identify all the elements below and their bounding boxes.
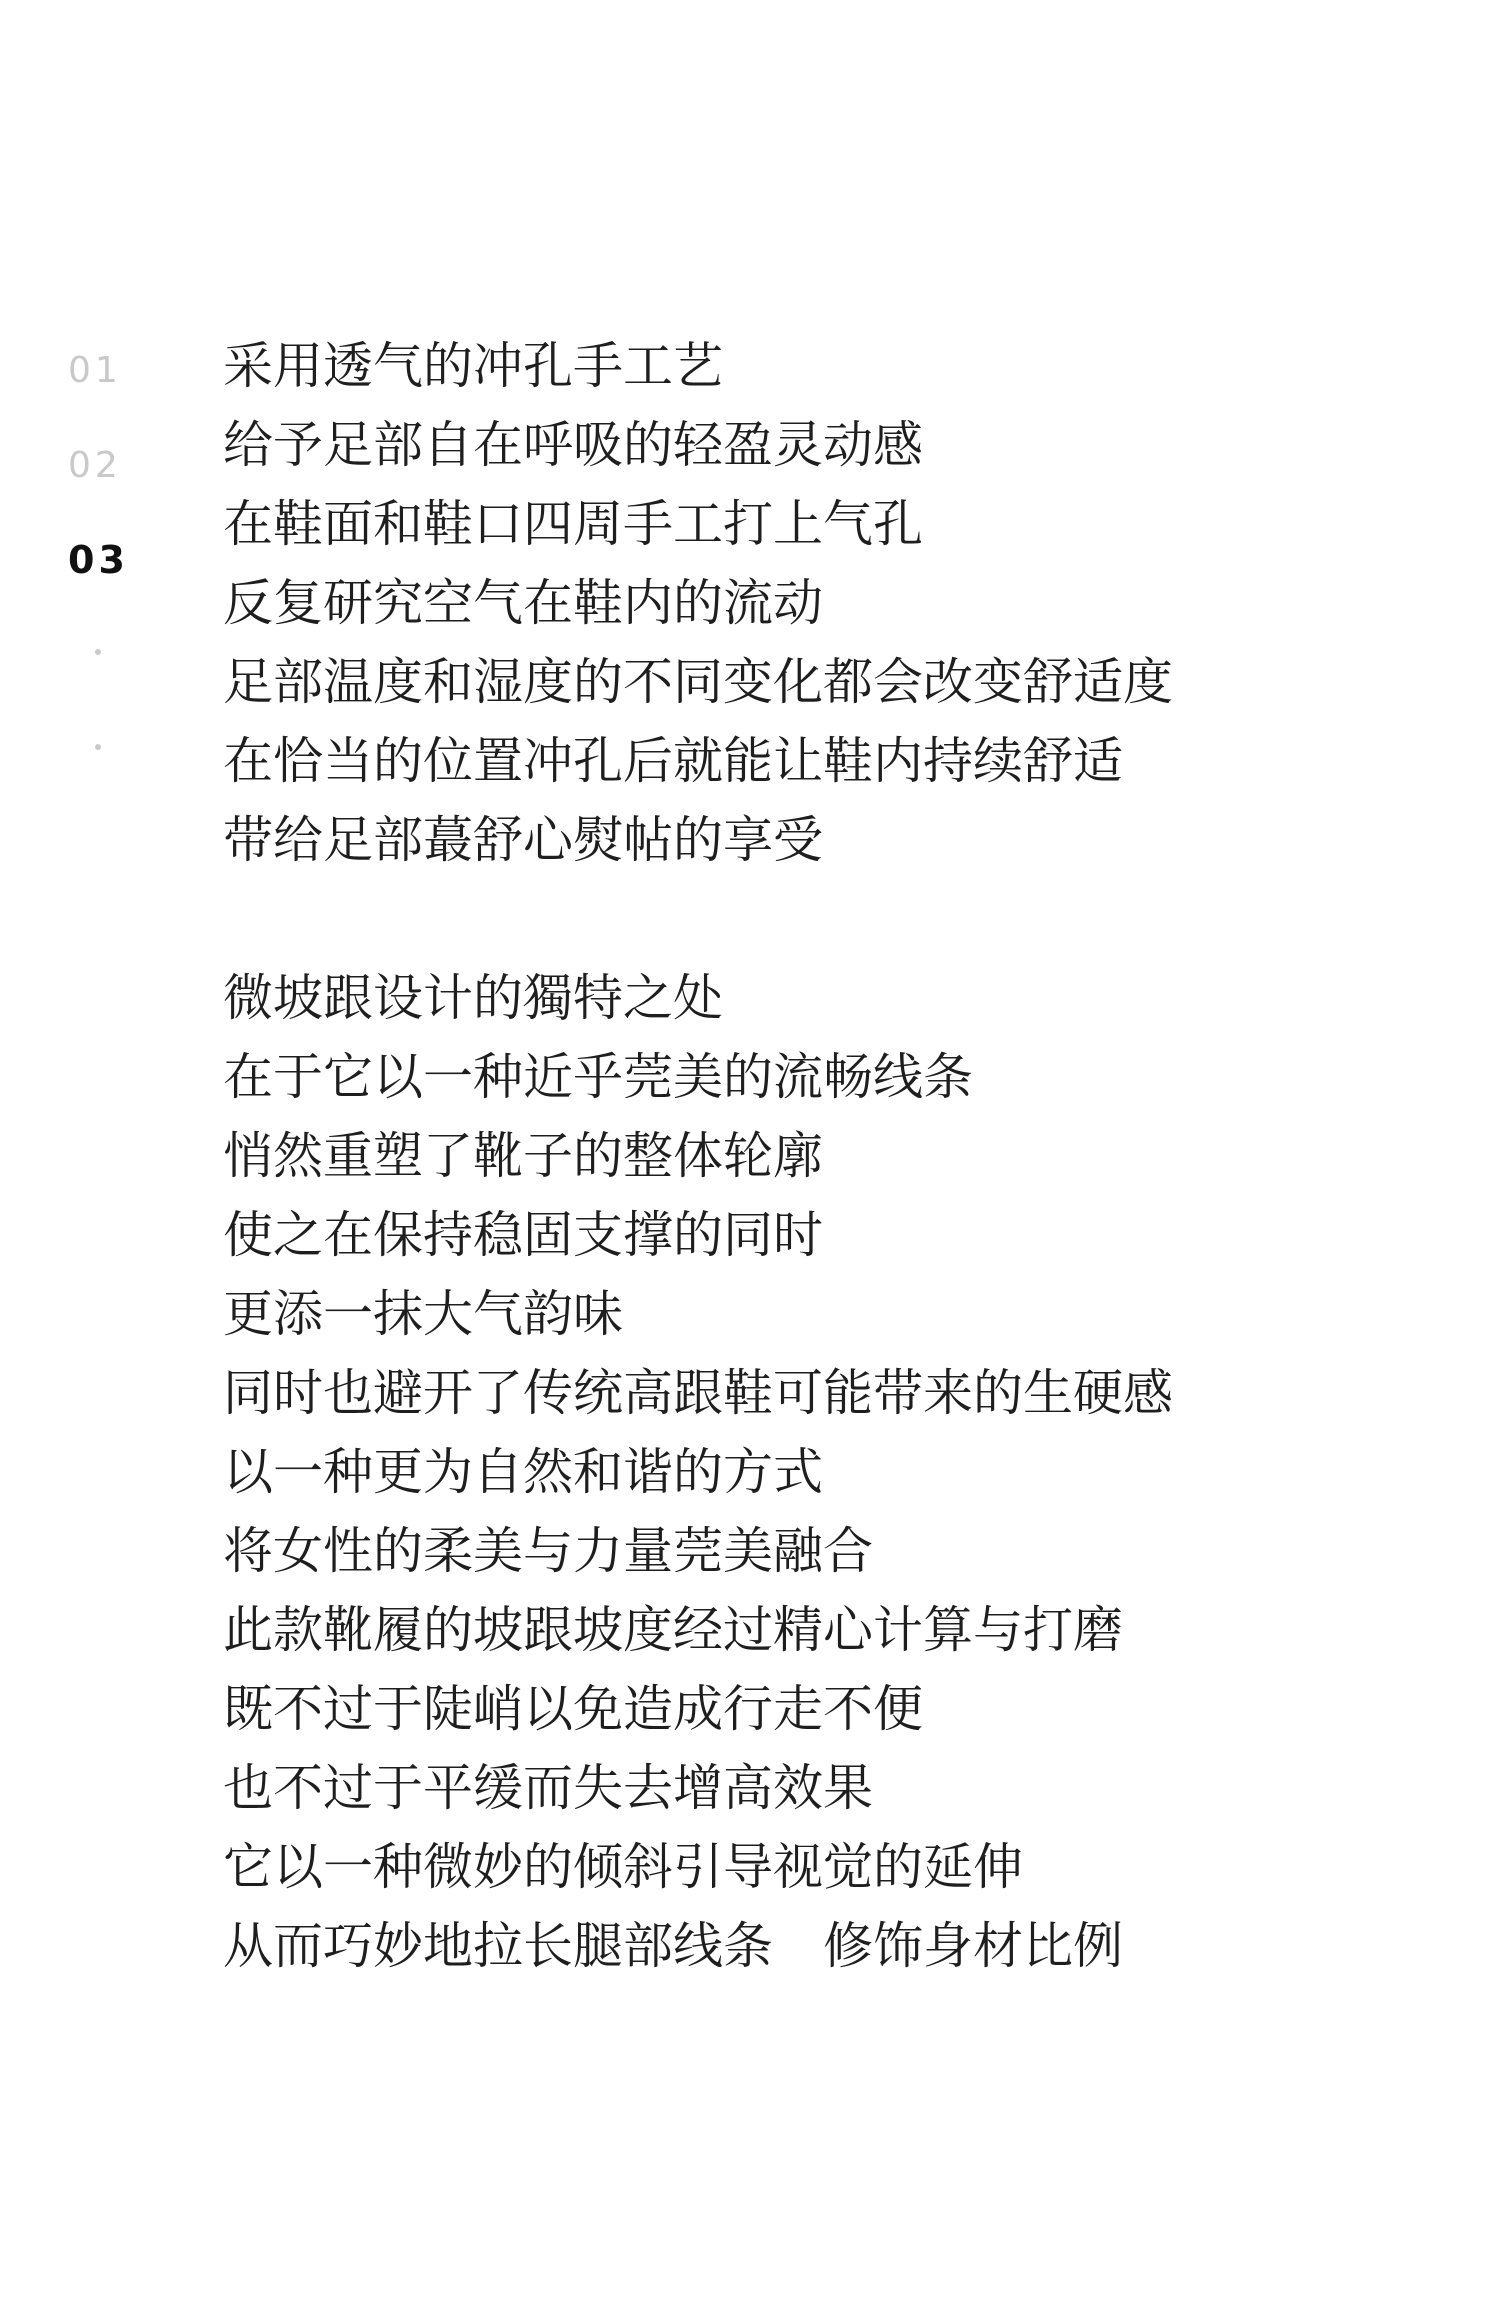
paragraph-line: 带给足部蕞舒心熨帖的享受 [223,811,823,869]
paragraph-line: 更添一抹大气韵味 [223,1285,623,1343]
wedge-heel-paragraph [223,959,1423,1986]
paragraph-line: 给予足部自在呼吸的轻盈灵动感 [223,416,923,474]
paragraph-line: 将女性的柔美与力量莞美融合 [223,1522,873,1580]
paragraph-line: 它以一种微妙的倾斜引导视觉的延伸 [223,1838,1023,1896]
paragraph-line: 在鞋面和鞋口四周手工打上气孔 [223,495,923,553]
paragraph-line: 在于它以一种近乎莞美的流畅线条 [223,1048,973,1106]
paragraph-line: 在恰当的位置冲孔后就能让鞋内持续舒适 [223,732,1123,790]
paragraph-line: 反复研究空气在鞋内的流动 [223,574,823,632]
paragraph-line: 也不过于平缓而失去增高效果 [223,1759,873,1817]
paragraph-line: 以一种更为自然和谐的方式 [223,1443,823,1501]
paragraph-line: 足部温度和湿度的不同变化都会改变舒适度 [223,653,1173,711]
paragraph-line: 从而巧妙地拉长腿部线条 修饰身材比例 [223,1917,1123,1975]
paragraph-line: 采用透气的冲孔手工艺 [223,337,723,395]
pager-item-01[interactable]: 01 [68,350,122,391]
product-description [223,327,1423,1986]
paragraph-line: 既不过于陡峭以免造成行走不便 [223,1680,923,1738]
paragraph-line: 此款靴履的坡跟坡度经过精心计算与打磨 [223,1601,1123,1659]
paragraph-line: 同时也避开了传统高跟鞋可能带来的生硬感 [223,1364,1173,1422]
pager-item-03-active[interactable]: 03 [68,538,129,582]
pager-item-02[interactable]: 02 [68,445,122,486]
paragraph-line: 悄然重塑了靴子的整体轮廓 [223,1127,823,1185]
paragraph-line: 微坡跟设计的獨特之处 [223,969,723,1027]
pager-dot [95,649,101,655]
pager-dot [95,744,101,750]
ventilation-paragraph [223,327,1423,880]
section-pager [0,0,200,800]
paragraph-line: 使之在保持稳固支撑的同时 [223,1206,823,1264]
